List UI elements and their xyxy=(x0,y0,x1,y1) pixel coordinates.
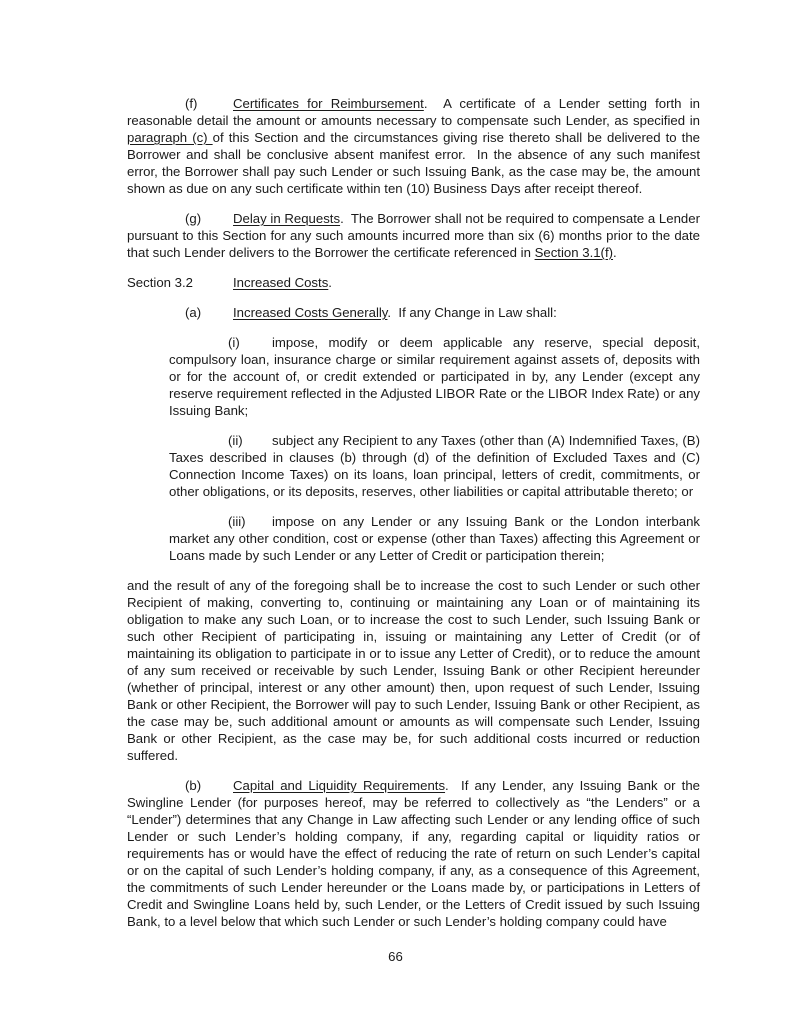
underlined-text: Section 3.1(f) xyxy=(534,245,614,260)
section-title xyxy=(233,275,332,290)
paragraph-b xyxy=(127,777,704,930)
text-run: . xyxy=(328,275,332,290)
underlined-text: Increased Costs xyxy=(233,275,329,290)
section-number-label: Section 3.2 xyxy=(127,275,193,290)
text-run: . If any Lender, any Issuing Bank or the Swingline Lender (for purposes hereof, may be referred to collectively as “the Lenders” or a “Lender”) determines that any Change in Law affecting such Lender or any lending office of such Lender or such Lender’s holding company, if any, regarding capital or liquidity ratios or requirements has or would have the effect of reducing the rate of return on such Lender’s capital or on the capital of such Lender’s holding company, if any, as a consequence of this Agreement, the commitments of such Lender hereunder or the Loans made by, or participations in Letters of Credit and Swingline Loans held by, such Lender, or the Letters of Credit issued by such Issuing Bank, to a level below that which such Lender or such Lender’s holding company could have xyxy=(127,778,704,929)
text-run: of this Section and the circumstances giving rise thereto shall be delivered to the Borrower and shall be conclusive absent manifest error. In the absence of any such manifest error, the Borrower shall pay such Lender or such Issuing Bank, as the case may be, the amount shown as due on any such certificate within ten (10) Business Days after receipt thereof. xyxy=(127,130,704,196)
section-3-2-heading xyxy=(127,274,700,291)
clause-i xyxy=(169,334,704,419)
text-run: subject any Recipient to any Taxes (other than (A) Indemnified Taxes, (B) Taxes described in clauses (b) through (d) of the definition of Excluded Taxes and (C) Connection Income Taxes) on its loans, loan principal, letters of credit, commitments, or other obligations, or its deposits, reserves, other liabilities or capital attributable thereto; or xyxy=(169,433,704,499)
paragraph-label-b: (b) xyxy=(185,778,202,793)
underlined-text: Capital and Liquidity Requirements xyxy=(233,778,446,793)
underlined-text: paragraph (c) xyxy=(127,130,213,145)
clause-label-i: (i) xyxy=(228,335,240,350)
text-run: . xyxy=(613,245,617,260)
underlined-text: Delay in Requests xyxy=(233,211,341,226)
paragraph-a xyxy=(127,304,700,321)
continuation-paragraph xyxy=(127,577,704,764)
paragraph-label-g: (g) xyxy=(185,211,202,226)
paragraph-label-a: (a) xyxy=(185,305,202,320)
clause-label-iii: (iii) xyxy=(228,514,246,529)
clause-ii xyxy=(169,432,704,500)
paragraph-text xyxy=(127,578,704,763)
paragraph-f xyxy=(127,95,704,197)
text-run: and the result of any of the foregoing shall be to increase the cost to such Lender or such other Recipient of making, converting to, continuing or maintaining any Loan or of maintaining its obligation to make any such Loan, or to increase the cost to such Lender, such Issuing Bank or such other Recipient of participating in, issuing or maintaining any Letter of Credit (or of maintaining its obligation to participate in or to issue any Letter of Credit), or to reduce the amount of any sum received or receivable by such Lender, Issuing Bank or other Recipient hereunder (whether of principal, interest or any other amount) then, upon request of such Lender, Issuing Bank or other Recipient, the Borrower will pay to such Lender, Issuing Bank or other Recipient, as the case may be, such additional amount or amounts as will compensate such Lender, Issuing Bank or other Recipient, as the case may be, for such additional costs incurred or reduction suffered. xyxy=(127,578,704,763)
text-run: impose, modify or deem applicable any reserve, special deposit, compulsory loan, insurance charge or similar requirement against assets of, deposits with or for the account of, or credit extended or participated in by, any Lender (except any reserve requirement reflected in the Adjusted LIBOR Rate or the LIBOR Index Rate) or any Issuing Bank; xyxy=(169,335,704,418)
underlined-text: Increased Costs Generally xyxy=(233,305,388,320)
text-run: . The Borrower shall not be required to compensate a Lender pursuant to this Section for any such amounts incurred more than six (6) months prior to the date that such Lender delivers to the Borrower the certificate referenced in xyxy=(127,211,704,260)
page-number: 66 xyxy=(388,949,403,964)
clause-iii xyxy=(169,513,704,564)
document-body xyxy=(127,95,704,930)
paragraph-text xyxy=(127,778,704,929)
underlined-text: Certificates for Reimbursement xyxy=(233,96,424,111)
paragraph-label-f: (f) xyxy=(185,96,198,111)
paragraph-g xyxy=(127,210,704,261)
text-run: impose on any Lender or any Issuing Bank or the London interbank market any other condition, cost or expense (other than Taxes) affecting this Agreement or Loans made by such Lender or any Letter of Credit or participation therein; xyxy=(169,514,704,563)
clause-label-ii: (ii) xyxy=(228,433,243,448)
paragraph-text xyxy=(233,305,557,320)
text-run: . A certificate of a Lender setting forth in reasonable detail the amount or amounts necessary to compensate such Lender, as specified in xyxy=(127,96,704,128)
text-run: . If any Change in Law shall: xyxy=(387,305,557,320)
